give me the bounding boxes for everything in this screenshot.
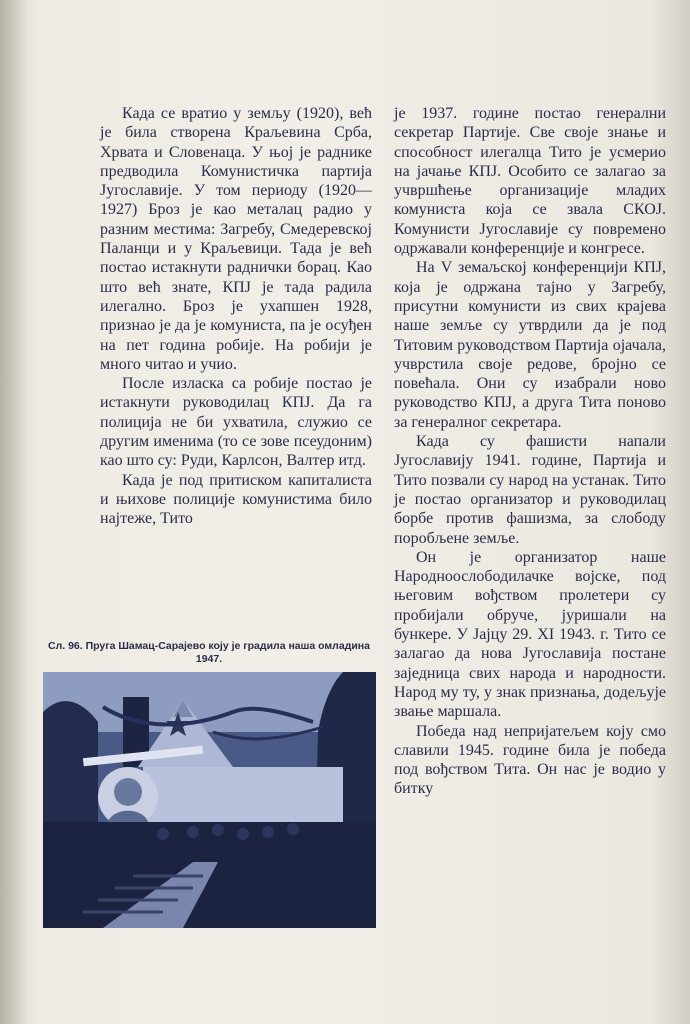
right-text-column (394, 104, 666, 799)
spine-shadow (0, 0, 28, 1024)
left-text-column (100, 104, 372, 529)
paragraph-return-1920: Када се вратио у земљу (1920), већ је била створена Краљевина Срба, Хрвата и Словенаца. У њој је раднике предводила Комунистичка партија Југославије. У том периоду (1920—1927) Броз је као металац радио у разним местима: Загребу, Смедеревској Паланци и у Краљевици. Тада је већ постао истакнути раднички борац. Као што већ знате, КПЈ је тада радила илегално. Броз је ухапшен 1928, признао је да је комуниста, па је осуђен на пет година робије. На робији је много читао и учио. (100, 105, 372, 373)
paragraph-fifth-conference: На V земаљској конференцији КПЈ, која је одржана тајно у Загребу, присутни комунисти из свих крајева наше земље су утврдили да је под Титовим руководством Партија ојачала, учврстила своје редове, бројно се повећала. Они су изабрали ново руководство КПЈ, а друга Тита поново за генералног секретара. (394, 259, 666, 431)
paragraph-victory-1945: Победа над непријатељем коју смо славили 1945. године била је победа под вођством Тита. Он нас је водио у битку (394, 722, 666, 798)
paragraph-after-prison: После изласка са робије постао је истакнути руководилац КПЈ. Да га полиција не би ухватила, служио се другим именима (то се зове псеудоним) као што су: Руди, Карлсон, Валтер итд. (100, 375, 372, 470)
figure-caption: Сл. 96. Пруга Шамац-Сарајево коју је градила наша омладина 1947. (47, 640, 370, 665)
paragraph-uprising-1941: Када су фашисти напали Југославију 1941. године, Партија и Тито позвали су народ на устанак. Тито је постао организатор и руководилац борбе против фашизма, за слободу поробљене земље. (394, 433, 666, 547)
paragraph-liberation-army: Он је организатор наше Народноослободилачке војске, под његовим вођством пролетери су пробијали обруче, јуришали на бункере. У Јајцу 29. XI 1943. г. Тито се залагао да нова Југославија постане заједница свих народа и народности. Народ му ту, у знак признања, додељује звање маршала. (394, 548, 666, 721)
railway-photo-illustration (43, 672, 376, 928)
railway-photo (43, 672, 376, 928)
paragraph-under-pressure: Када је под притиском капиталиста и њихове полиције комунистима било најтеже, Тито (100, 471, 372, 528)
paragraph-general-secretary: је 1937. године постао генерални секретар Партије. Све своје знање и способност илегалца Тито је усмерио на јачање КПЈ. Особито се залагао за учвршћење организације младих комуниста која се звала СКОЈ. Комунисти Југославије су повремено одржавали конференције и конгресе. (394, 105, 666, 258)
